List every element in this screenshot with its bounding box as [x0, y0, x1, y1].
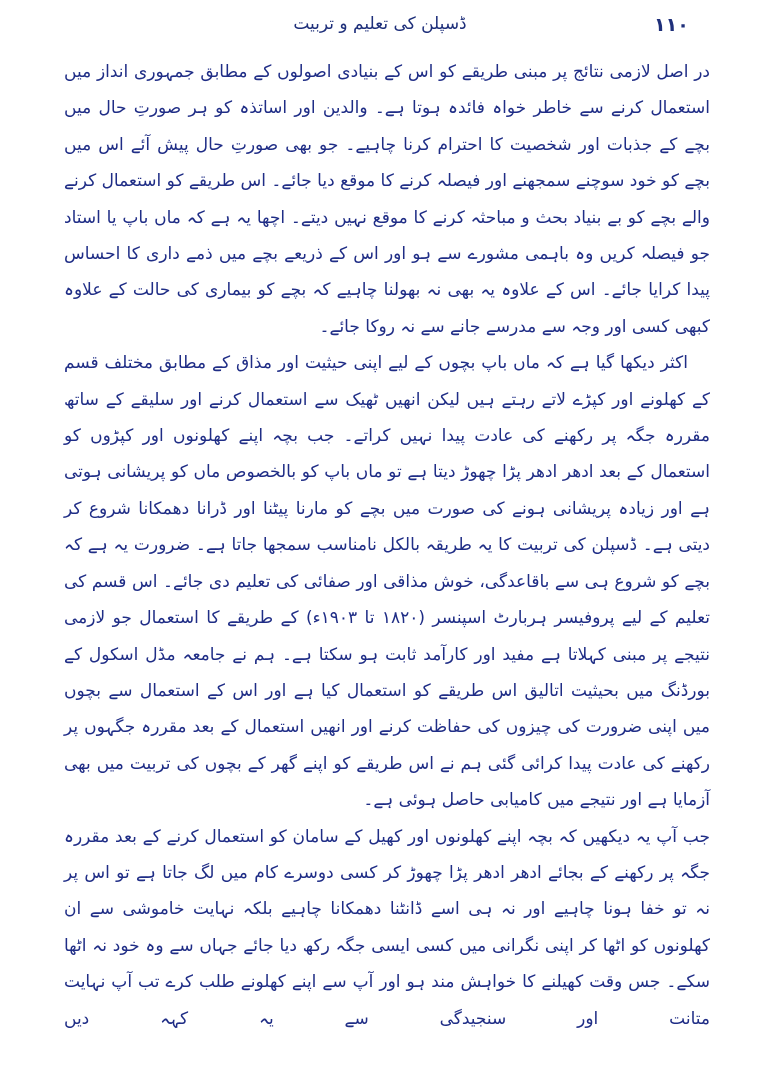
running-title: ڈسپلن کی تعلیم و تربیت	[293, 14, 467, 34]
page-number: ١١٠	[654, 14, 689, 36]
body-text	[64, 54, 710, 1037]
paragraph-3: جب آپ یہ دیکھیں کہ بچہ اپنے کھلونوں اور کھیل کے سامان کو استعمال کرنے کے بعد مقررہ جگہ پر رکھنے کے بجائے ادھر ادھر پڑا چھوڑ کر کسی دوسرے کام میں لگ جاتا ہے تو اس پر نہ تو خفا ہونا چاہیے اور نہ ہی اسے ڈانٹنا دھمکانا چاہیے بلکہ نہایت خاموشی سے ان کھلونوں کو اٹھا کر اپنی نگرانی میں کسی ایسی جگہ رکھ دیا جائے جہاں سے وہ خود نہ اٹھا سکے۔ جس وقت کھیلنے کا خواہش مند ہو اور آپ سے اپنے کھلونے طلب کرے تب آپ نہایت متانت اور سنجیدگی سے یہ کہہ دیں	[64, 826, 710, 1029]
paragraph-1: در اصل لازمی نتائج پر مبنی طریقے کو اس کے بنیادی اصولوں کے مطابق جمہوری انداز میں استعمال کرنے سے خاطر خواہ فائدہ ہوتا ہے۔ والدین اور اساتذہ کو ہر صورتِ حال میں بچے کے جذبات اور شخصیت کا احترام کرنا چاہیے۔ جو بھی صورتِ حال پیش آئے اس میں بچے کو خود سوچنے سمجھنے اور فیصلہ کرنے کا موقع دیا جائے۔ اس طریقے کو استعمال کرنے والے بچے کو بے بنیاد بحث و مباحثہ کرنے کا موقع نہیں دیتے۔ اچھا یہ ہے کہ ماں باپ یا استاد جو فیصلہ کریں وہ باہمی مشورے سے ہو اور اس کے ذریعے بچے میں ذمے داری کا احساس پیدا کرایا جائے۔ اس کے علاوہ یہ بھی نہ بھولنا چاہیے کہ بچے کو بیماری کی حالت کے علاوہ کبھی کسی اور وجہ سے مدرسے جانے سے نہ روکا جائے۔	[64, 62, 710, 337]
paragraph-2: اکثر دیکھا گیا ہے کہ ماں باپ بچوں کے لیے اپنی حیثیت اور مذاق کے مطابق مختلف قسم کے کھلونے اور کپڑے لاتے رہتے ہیں لیکن انھیں ٹھیک سے استعمال کرنے اور سلیقے کے ساتھ مقررہ جگہ پر رکھنے کی عادت پیدا نہیں کراتے۔ جب بچہ اپنے کھلونوں اور کپڑوں کو استعمال کے بعد ادھر ادھر پڑا چھوڑ دیتا ہے تو ماں باپ کو بالخصوص ماں کو پریشانی ہوتی ہے اور زیادہ پریشانی ہونے کی صورت میں بچے کو مارنا پیٹنا اور ڈرانا دھمکانا شروع کر دیتی ہے۔ ڈسپلن کی تربیت کا یہ طریقہ بالکل نامناسب سمجھا جاتا ہے۔ ضرورت یہ ہے کہ بچے کو شروع ہی سے باقاعدگی، خوش مذاقی اور صفائی کی تعلیم دی جائے۔ اس قسم کی تعلیم کے لیے پروفیسر ہربارٹ اسپنسر (۱۸۲۰ تا ۱۹۰۳ء) کے طریقے کا استعمال جو لازمی نتیجے پر مبنی کہلاتا ہے مفید اور کارآمد ثابت ہو سکتا ہے۔ ہم نے جامعہ مڈل اسکول کے بورڈنگ میں بحیثیت اتالیق اس طریقے کو استعمال کیا ہے اور اس کے استعمال سے بچوں میں اپنی ضرورت کی چیزوں کی حفاظت کرنے اور انھیں استعمال کے بعد مقررہ جگہوں پر رکھنے کی عادت پیدا کرائی گئی ہم نے اس طریقے کو اپنے گھر کے بچوں کی تربیت میں بھی آزمایا ہے اور نتیجے میں کامیابی حاصل ہوئی ہے۔	[64, 353, 710, 811]
